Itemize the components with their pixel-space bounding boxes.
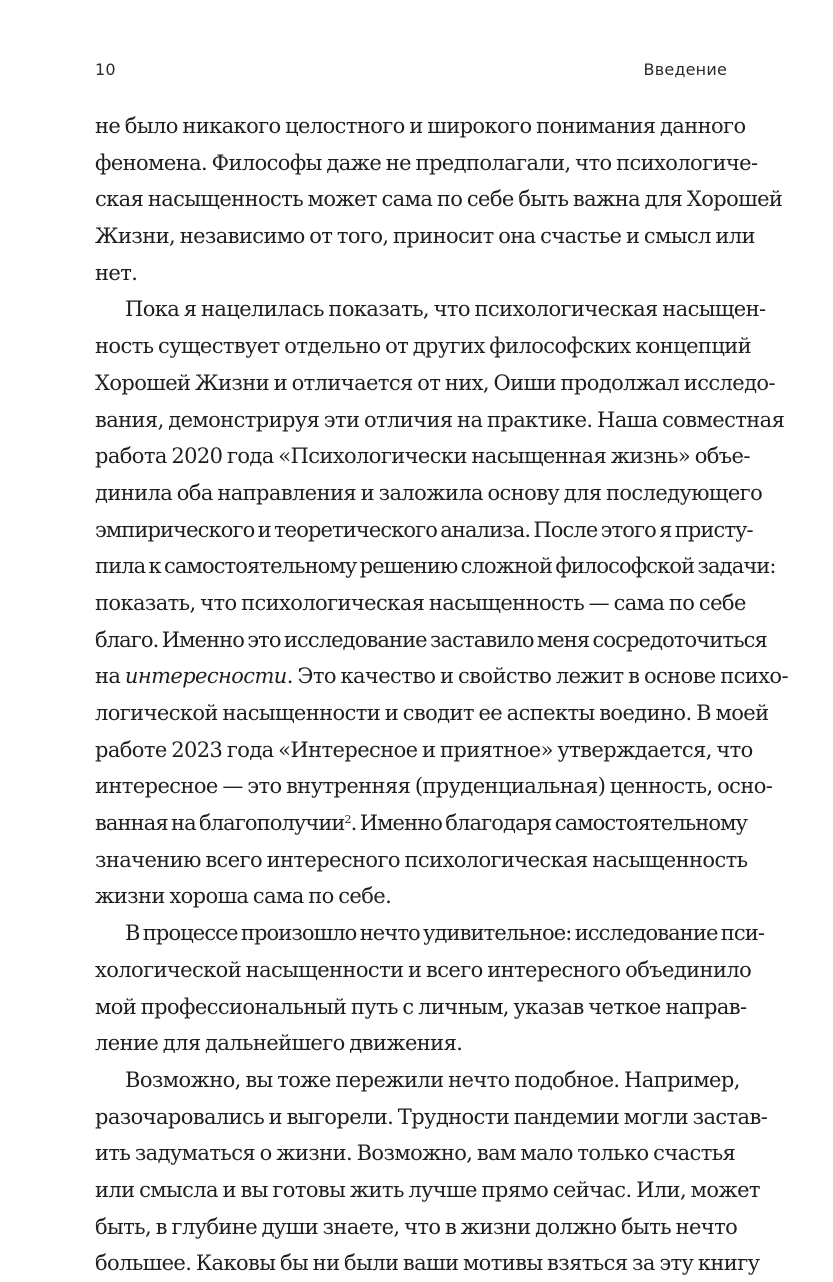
text-line: или смысла и вы готовы жить лучше прямо сейчас. Или, может <box>95 1177 760 1202</box>
text-run: на <box>95 664 125 689</box>
text-line: ская насыщенность может сама по себе быть важна для Хорошей <box>95 187 783 212</box>
text-line: Жизни, независимо от того, приносит она счастье и смысл или <box>95 224 755 249</box>
text-line: жизни хороша сама по себе. <box>95 884 392 909</box>
text-line: Хорошей Жизни и отличается от них, Оиши продолжал исследо- <box>95 370 775 395</box>
text-line: хологической насыщенности и всего интересного объединило <box>95 957 752 982</box>
text-line: вания, демонстрируя эти отличия на практике. Наша совместная <box>95 407 785 432</box>
text-line: разочаровались и выгорели. Трудности пандемии могли застав- <box>95 1104 768 1129</box>
text-line: динила оба направления и заложила основу для последующего <box>95 480 763 505</box>
italic-term: интересности <box>124 664 287 689</box>
text-line: работа 2020 года «Психологически насыщенная жизнь» объе- <box>95 444 750 469</box>
text-line-with-italic <box>95 658 788 695</box>
text-line: логической насыщенности и сводит ее аспекты воедино. В моей <box>95 701 769 725</box>
text-line: значению всего интересного психологическая насыщенность <box>95 847 748 872</box>
text-run: . Именно благодаря самостоятельному <box>350 811 748 836</box>
text-line: быть, в глубине души знаете, что в жизни должно быть нечто <box>95 1214 738 1239</box>
text-line: пила к самостоятельному решению сложной философской задачи: <box>95 554 776 579</box>
section-title: Введение <box>643 60 727 79</box>
body-text <box>95 108 788 1282</box>
text-line: нет. <box>95 260 138 285</box>
text-line: ление для дальнейшего движения. <box>95 1031 463 1056</box>
text-line: работе 2023 года «Интересное и приятное» утверждается, что <box>95 737 753 762</box>
text-line: не было никакого целостного и широкого понимания данного <box>95 114 746 138</box>
text-line: Пока я нацелилась показать, что психологическая насыщен- <box>125 297 766 322</box>
text-line: благо. Именно это исследование заставило меня сосредоточиться <box>95 627 767 652</box>
text-line: интересное — это внутренняя (пруденциальная) ценность, осно- <box>95 774 773 799</box>
footnote-marker[interactable]: 2 <box>344 813 351 827</box>
text-line: феномена. Философы даже не предполагали, что психологиче- <box>95 150 758 175</box>
running-header <box>95 60 727 90</box>
text-line: Возможно, вы тоже пережили нечто подобное. Например, <box>125 1067 740 1092</box>
text-line: мой профессиональный путь с личным, указав четкое направ- <box>95 994 747 1019</box>
text-run: . Это качество и свойство лежит в основе психо- <box>286 664 788 689</box>
page-number: 10 <box>95 60 116 79</box>
text-line: показать, что психологическая насыщенность — сама по себе <box>95 590 746 615</box>
text-line: эмпирического и теоретического анализа. После этого я присту- <box>95 517 753 542</box>
text-line: большее. Каковы бы ни были ваши мотивы взяться за эту книгу <box>95 1251 760 1276</box>
text-run: ванная на благополучии <box>95 811 345 836</box>
text-line: В процессе произошло нечто удивительное: исследование пси- <box>125 921 765 946</box>
text-line: ность существует отдельно от других философских концепций <box>95 334 752 359</box>
text-line: ить задуматься о жизни. Возможно, вам мало только счастья <box>95 1141 736 1166</box>
text-line-with-footnote <box>95 805 748 842</box>
